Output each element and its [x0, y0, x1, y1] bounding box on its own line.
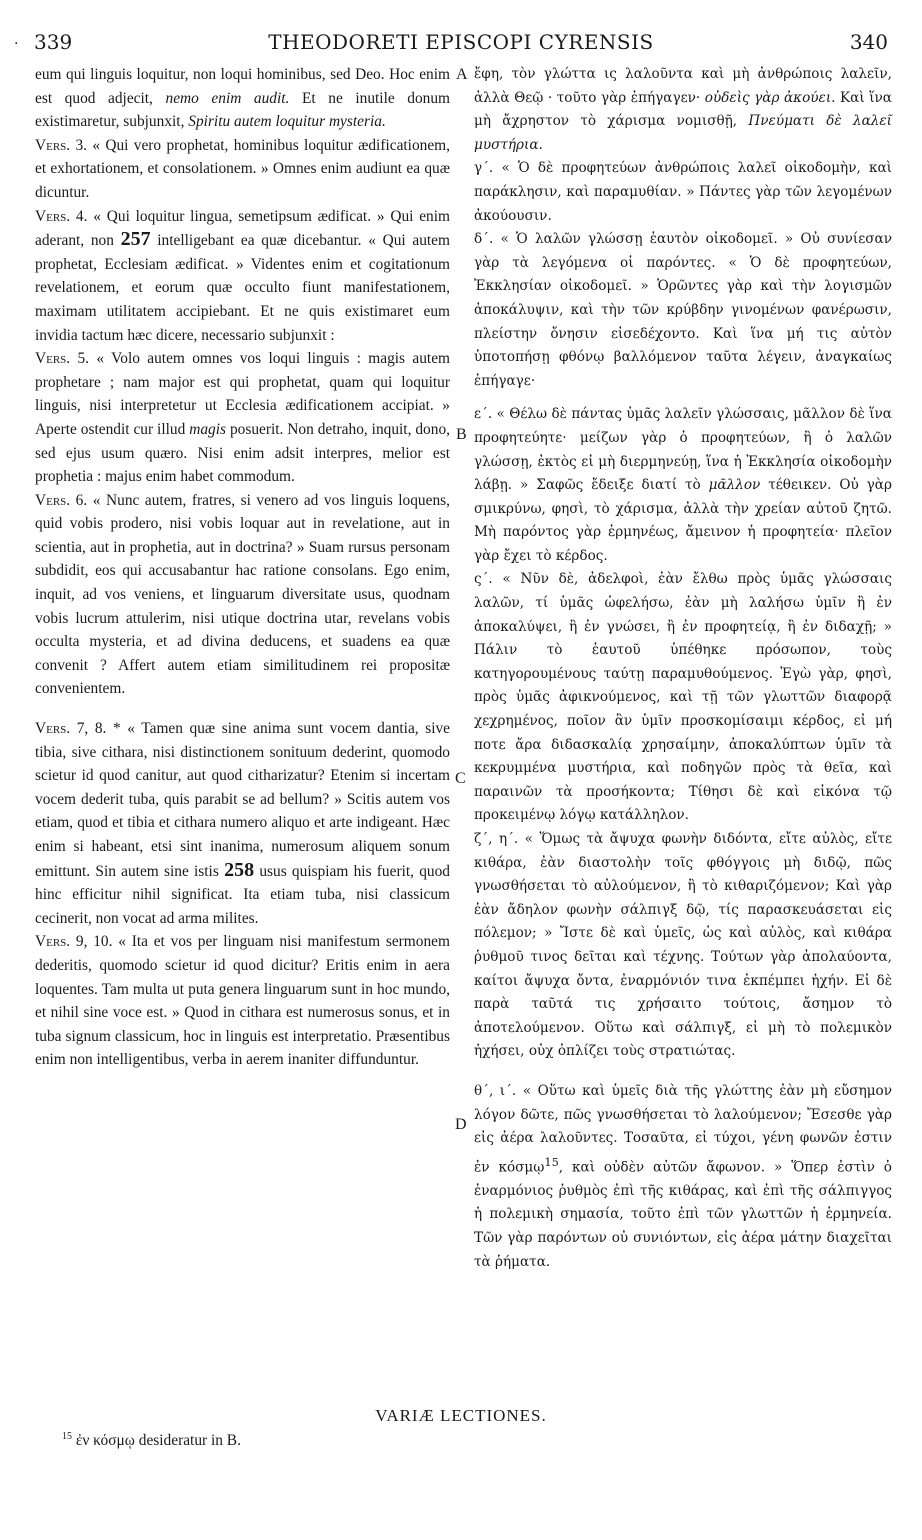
latin-column	[35, 63, 450, 1072]
greek-paragraph-intro: ἔφη, τὸν γλώττα ις λαλοῦντα καὶ μὴ ἀνθρώποις λαλεῖν, ἀλλὰ Θεῷ · τοῦτο γὰρ ἐπήγαγεν· οὐδεὶς γὰρ ἀκούει. Καὶ ἵνα μὴ ἄχρηστον τὸ χάρισμα νομισθῇ, Πνεύματι δὲ λαλεῖ μυστήρια.	[474, 66, 893, 153]
footnote-number: 15	[62, 1431, 72, 1442]
latin-verse-6: Vers. 6. « Nunc autem, fratres, si venero ad vos linguis loquens, quid vobis prodero, nisi vobis loquar aut in revelatione, aut in scientia, aut in prophetia, aut in doctrina? » Suam rursus personam subdidit, eos qui accusabantur hac ratione consolans. Ego enim, inquit, ad vos veniens, et linguarum diversitate usus, quodnam vobis lucrum attulerim, nisi utique doctrina utar, revelans vobis occulta mysteria, et ad divina deducens, et suadens ea quæ convenit ? Affert autem etiam similitudinem rei propositæ convenientem.	[35, 491, 450, 698]
latin-paragraph-intro: eum qui linguis loquitur, non loqui hominibus, sed Deo. Hoc enim est quod adjecit, nemo enim audit. Et ne inutile donum existimaretur, subjunxit, Spiritu autem loquitur mysteria.	[35, 66, 451, 131]
margin-marker-c: C	[455, 770, 466, 787]
latin-verse-7-8: Vers. 7, 8. * « Tamen quæ sine anima sunt vocem dantia, sive tibia, sive cithara, nisi distinctionem sonituum dederint, quomodo scietur id quod canitur, aut quod citharizatur? Etenim si incertam vocem dederit tuba, quis parabit se ad bellum? » Scitis autem vos etiam, quod et tibia et cithara numero aliquo et arte indigeant. Hæc enim si habeant, etsi sint inanima, numerosum aliquem sonum emittunt. Sin autem sine istis 258 usus quispiam his fuerit, quod hinc efficitur nihil significat. Ita etiam tuba, nisi classicum cecinerit, non vocat ad arma milites.	[35, 720, 451, 927]
paragraph-gap	[474, 1064, 892, 1080]
margin-marker-a: A	[456, 66, 468, 83]
greek-verse-5: ε΄. « Θέλω δὲ πάντας ὑμᾶς λαλεῖν γλώσσαις, μᾶλλον δὲ ἵνα προφητεύητε· μείζων γὰρ ὁ προφητεύων, ἢ ὁ λαλῶν γλώσσῃ, ἐκτὸς εἰ μὴ διερμηνεύῃ, ἵνα ἡ Ἐκκλησία οἰκοδομὴν λάβῃ. » Σαφῶς ἔδειξε διατί τὸ μᾶλλον τέθεικεν. Οὐ γὰρ σμικρύνω, φησὶ, τὸ χάρισμα, ἀλλὰ τὴν χρείαν αὐτοῦ ζητῶ. Μὴ παρόντος γὰρ ἑρμηνέως, ἄμεινον ἡ προφητεία· πλεῖον γὰρ ἔχει τὸ κέρδος.	[474, 406, 892, 564]
variae-lectiones-heading: VARIÆ LECTIONES.	[375, 1406, 547, 1425]
greek-verse-9-10: θ΄, ι΄. « Οὕτω καὶ ὑμεῖς διὰ τῆς γλώττης ἐὰν μὴ εὔσημον λόγον δῶτε, πῶς γνωσθήσεται τὸ λαλούμενον; Ἔσεσθε γὰρ εἰς ἀέρα λαλοῦντες. Τοσαῦτα, εἰ τύχοι, γένη φωνῶν ἐστιν ἐν κόσμῳ$^{15}$, καὶ οὐδὲν αὐτῶν ἄφωνον. » Ὅπερ ἐστὶν ὁ ἐναρμόνιος ῥυθμὸς ἐπὶ τῆς κιθάρας, καὶ ἐπὶ τῆς σάλπιγγος ἡ πολεμικὴ σημασία, τοῦτο ἐπὶ τῶν γλωττῶν ἡ ἑρμηνεία. Τῶν γὰρ παρόντων οὐ συνιόντων, εἰς ἀέρα μάτην διαχεῖται τὰ ῥήματα.	[474, 1082, 892, 1270]
latin-verse-4: Vers. 4. « Qui loquitur lingua, semetipsum ædificat. » Qui enim aderant, non 257 intelligebant ea quæ dicebantur. « Qui autem prophetat, Ecclesiam ædificat. » Videntes enim et cogitationum revelationem, et eorum quæ occulto fiunt manifestationem, maximam utilitatem accipiebant. Et ne quis existimaret eum invidia tactum hæc dicere, necessario subjunxit :	[35, 207, 450, 344]
column-number-258: 258	[224, 858, 255, 881]
page-number-right: 340	[849, 30, 888, 54]
latin-verse-5: Vers. 5. « Volo autem omnes vos loqui linguis : magis autem prophetare ; nam major est qui prophetat, quam qui loquitur linguis, nisi interpretetur ut Ecclesia ædificationem accipiat. » Aperte ostendit cur illud magis posuerit. Non detraho, inquit, dono, sed ejus usum quæro. Nisi enim adsit interpres, melior est prophetia : majus enim habet commodum.	[35, 350, 450, 486]
greek-verse-6: ς΄. « Νῦν δὲ, ἀδελφοὶ, ἐὰν ἔλθω πρὸς ὑμᾶς γλώσσαις λαλῶν, τί ὑμᾶς ὠφελήσω, ἐὰν μὴ λαλήσω ὑμῖν ἢ ἐν ἀποκαλύψει, ἢ ἐν γνώσει, ἢ ἐν προφητείᾳ, ἢ ἐν διδαχῇ; » Πάλιν τὸ ἑαυτοῦ ὑπέθηκε πρόσωπον, τοὺς κατηγορουμένους ταύτῃ παραμυθούμενος. Ἐγὼ γὰρ, φησὶ, πρὸς ὑμᾶς ἀφικνούμενος, καὶ τῇ τῶν γλωττῶν διαφορᾷ χεχρημένος, ποῖον ἂν ὑμῖν προσκομίσαιμι κέρδος, εἰ μή ποτε ἄρα διδασκαλίᾳ χρησαίμην, ἀποκαλύπτων ὑμῖν τὰ κεκρυμμένα μυστήρια, καὶ ποδηγῶν πρὸς τὰ θεῖα, καὶ παραινῶν τὰ προσήκοντα; Τίθησι δὲ καὶ εἰκόνα τῷ προκειμένῳ λόγῳ κατάλληλον.	[474, 571, 892, 824]
greek-verse-3: γ΄. « Ὁ δὲ προφητεύων ἀνθρώποις λαλεῖ οἰκοδομὴν, καὶ παράκλησιν, καὶ παραμυθίαν. » Πάντες γὰρ τῶν λεγομένων ἀκούουσιν.	[474, 160, 892, 224]
paragraph-gap	[474, 393, 892, 403]
footnote	[62, 1431, 241, 1450]
page-number-left: 339	[34, 30, 73, 54]
margin-dot: ·	[14, 36, 19, 52]
greek-verse-7-8: ζ΄, η΄. « Ὅμως τὰ ἄψυχα φωνὴν διδόντα, εἴτε αὐλὸς, εἴτε κιθάρα, ἐὰν διαστολὴν τοῖς φθόγγοις μὴ διδῷ, πῶς γνωσθήσεται τὸ αὐλούμενον, ἢ τὸ κιθαριζόμενον; Καὶ γὰρ ἐὰν ἄδηλον φωνὴν σάλπιγξ δῷ, τίς παρασκευάσεται εἰς πόλεμον; » Ἴστε δὲ καὶ ὑμεῖς, ὡς καὶ αὐλὸς, καὶ κιθάρα ῥυθμοῦ τινος δεῖται καὶ τέχνης. Τούτων γὰρ ἀπολαύοντα, καίτοι ἄψυχα ὄντα, ἐναρμόνιόν τινα ἐκπέμπει ἠχήν. Εἰ δὲ παρὰ ταῦτά τις χρήσαιτο τούτοις, ἄσημον τὸ ἀποτελούμενον. Οὕτω καὶ σάλπιγξ, εἰ μὴ τὸ πολεμικὸν ἠχήσει, οὐχ ὁπλίζει τοὺς στρατιώτας.	[474, 831, 892, 1060]
latin-verse-9-10: Vers. 9, 10. « Ita et vos per linguam nisi manifestum sermonem dederitis, quomodo scietur id quod dicitur? Eritis enim in aera loquentes. Tam multa ut puta genera linguarum sunt in hoc mundo, et nihil sine voce est. » Quod in cithara est numerosus sonus, et in tuba signum classicum, hoc in linguis est interpretatio. Præsentibus enim non intelligentibus, verba in aerem inaniter diffunduntur.	[35, 933, 450, 1069]
latin-verse-3: Vers. 3. « Qui vero prophetat, hominibus loquitur ædificationem, et exhortationem, et consolationem. » Omnes enim audiunt ea quæ dicuntur.	[35, 136, 450, 201]
greek-verse-4: δ΄. « Ὁ λαλῶν γλώσσῃ ἑαυτὸν οἰκοδομεῖ. » Οὐ συνίεσαν γὰρ τὰ λεγόμενα οἱ παρόντες. « Ὁ δὲ προφητεύων, Ἐκκλησίαν οἰκοδομεῖ. » Ὁρῶντες γὰρ καὶ τὴν λογισμῶν ἀποκάλυψιν, καὶ τὴν τῶν κρύβδην γινομένων φανέρωσιν, πλείστην ὄνησιν εἰσεδέχοντο. Καὶ ἵνα μή τις αὐτὸν ὑποτοπήσῃ φθόνῳ βαλλόμενον ταῦτα λέγειν, ἀναγκαίως ἐπήγαγε·	[474, 231, 892, 389]
margin-marker-b: B	[456, 426, 467, 443]
footnote-text: ἐν κόσμῳ desideratur in B.	[75, 1432, 241, 1450]
running-title: THEODORETI EPISCOPI CYRENSIS	[268, 30, 654, 54]
running-header	[0, 30, 922, 60]
margin-marker-d: D	[455, 1116, 467, 1133]
column-number-257: 257	[120, 228, 151, 251]
footnote-ref: 15	[544, 1154, 559, 1169]
greek-column	[474, 63, 892, 1274]
paragraph-gap	[35, 701, 450, 717]
